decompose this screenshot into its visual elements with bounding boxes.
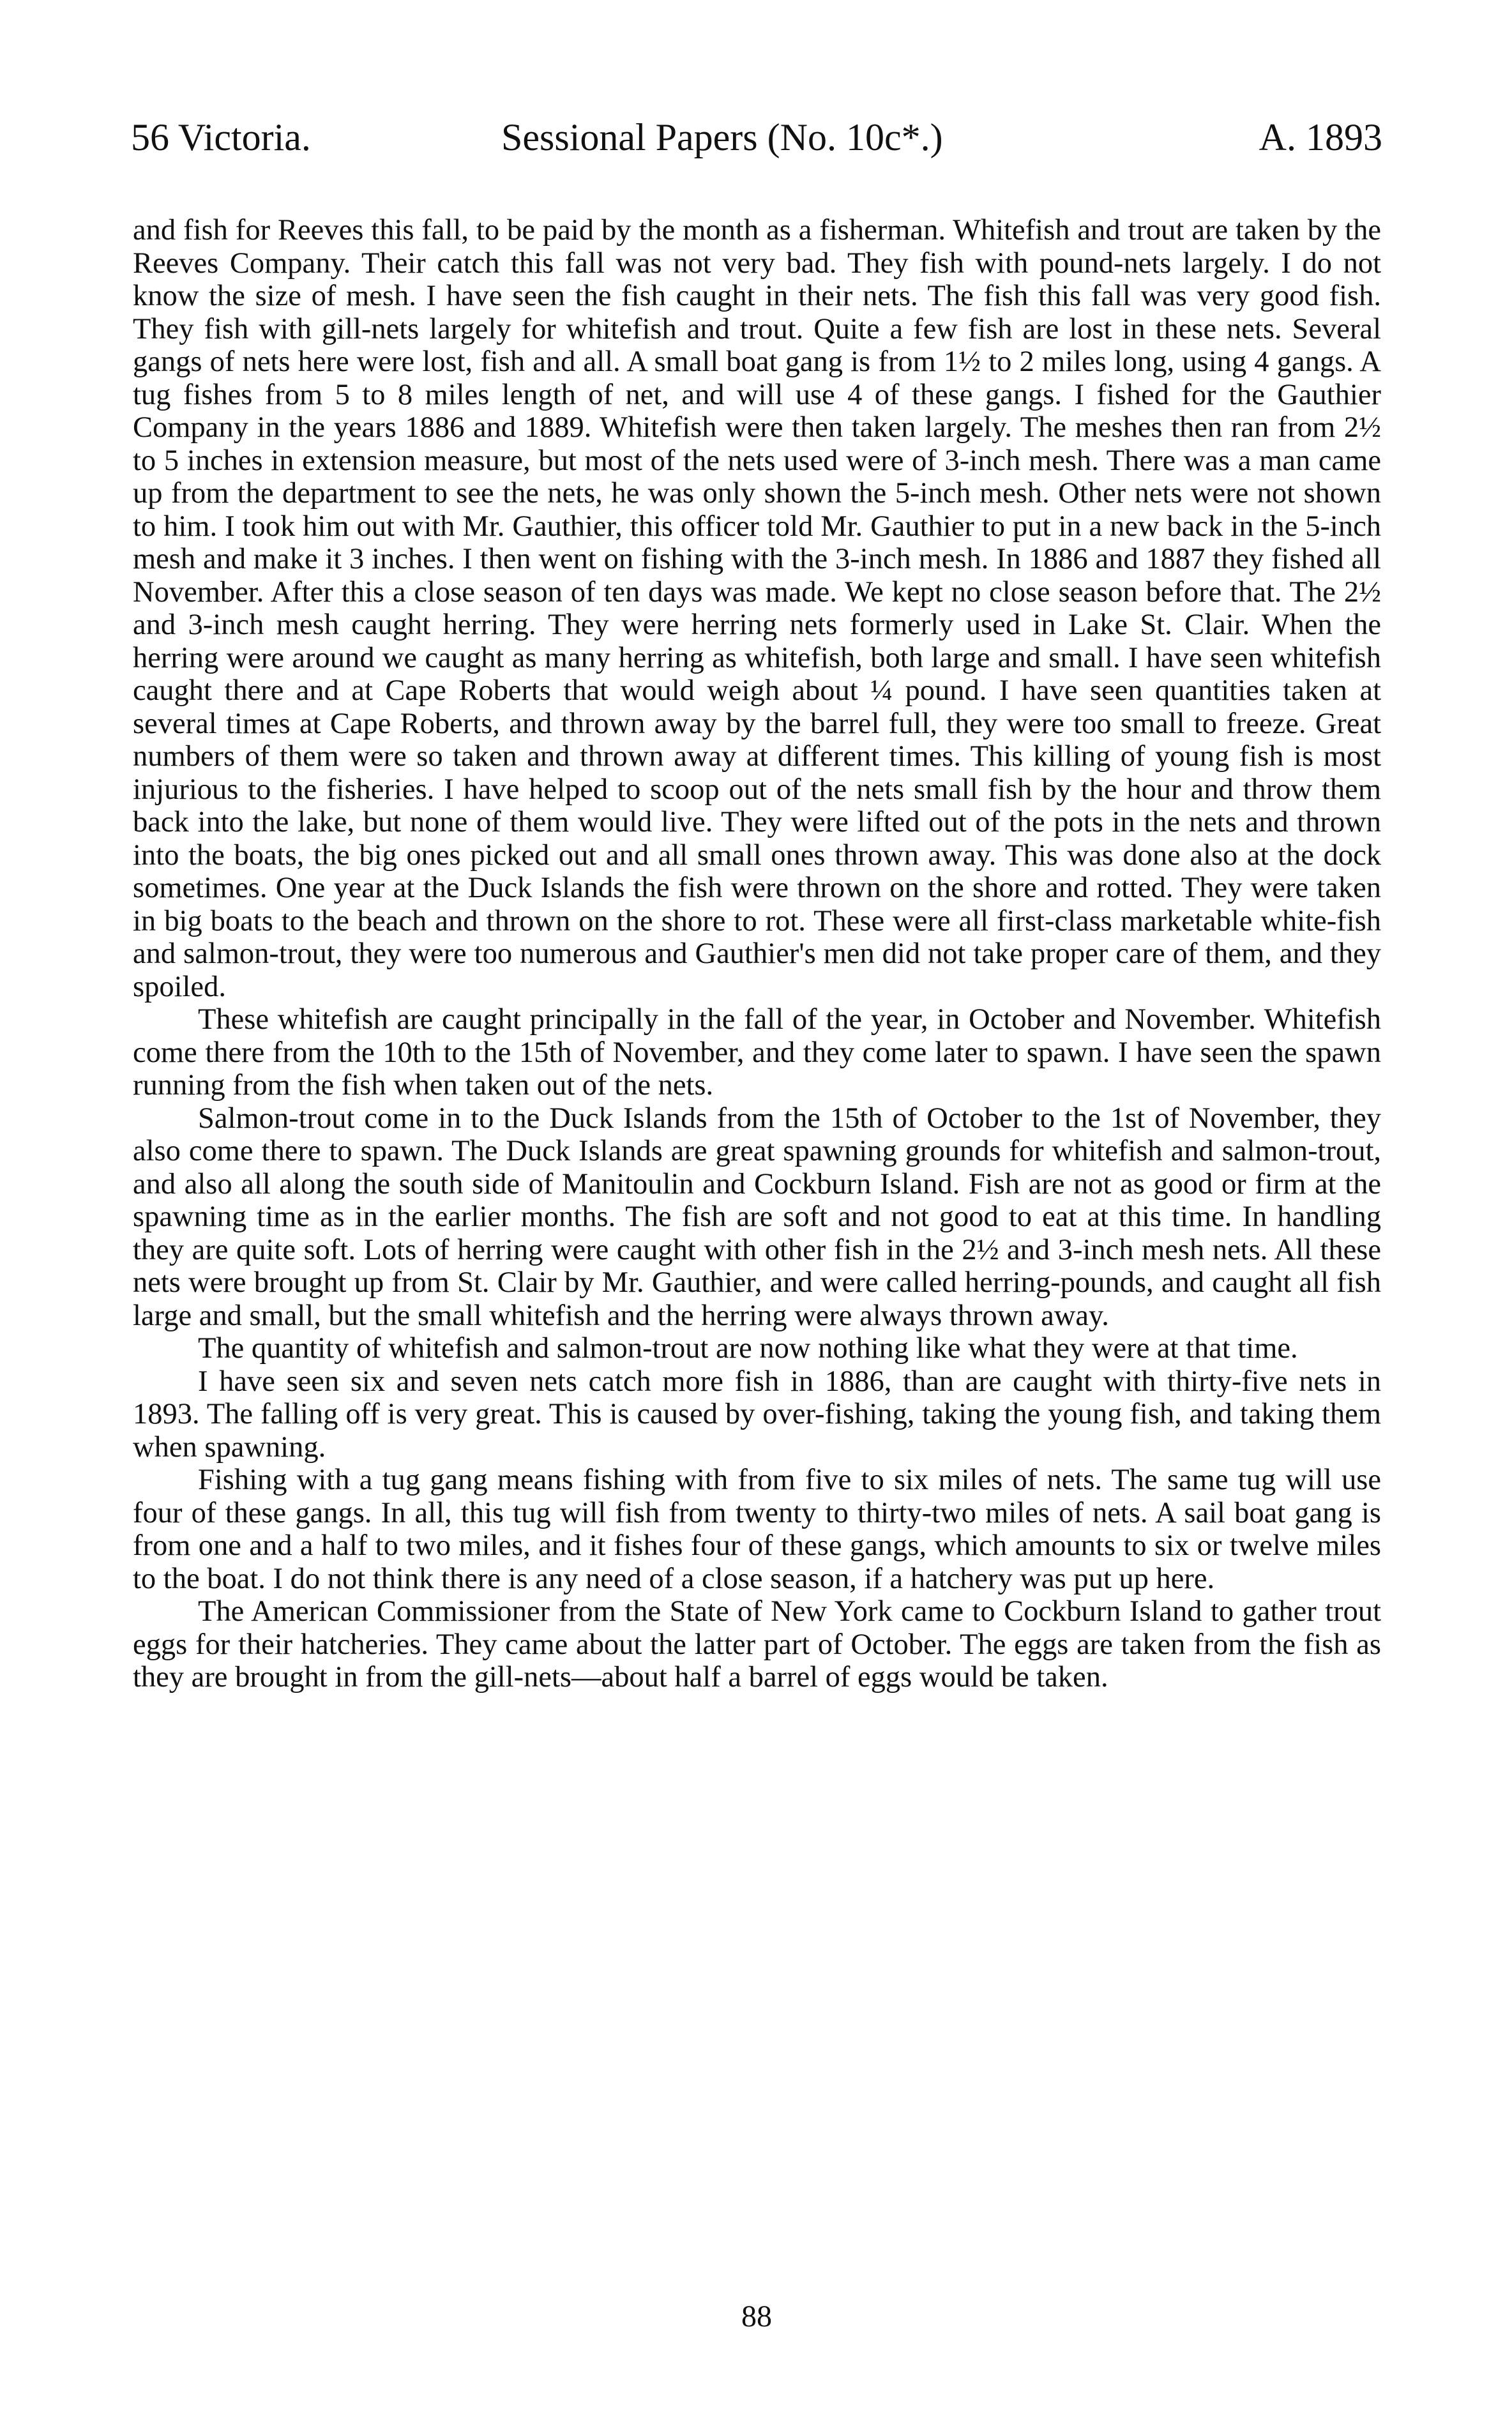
paragraph-4: The quantity of whitefish and salmon-trout are now nothing like what they were at that time.: [198, 1332, 1298, 1365]
header-volume: 56 Victoria.: [131, 116, 311, 158]
page-number: 88: [741, 2300, 772, 2333]
header-year: A. 1893: [1259, 116, 1382, 158]
running-header: [131, 112, 1382, 163]
paragraph-5: I have seen six and seven nets catch more fish in 1886, than are caught with thirty-five nets in 1893. The falling off is very great. This is caused by over-fishing, taking the young fish, and taking them when spawning.: [133, 1365, 1381, 1464]
body-text: [133, 214, 1381, 1694]
paragraph-1: and fish for Reeves this fall, to be paid by the month as a fisherman. Whitefish and trout are taken by the Reeves Company. Their catch this fall was not very bad. They fish with pound-nets largely. I do not know the size of mesh. I have seen the fish caught in their nets. The fish this fall was very good fish. They fish with gill-nets largely for whitefish and trout. Quite a few fish are lost in these nets. Several gangs of nets here were lost, fish and all. A small boat gang is from 1½ to 2 miles long, using 4 gangs. A tug fishes from 5 to 8 miles length of net, and will use 4 of these gangs. I fished for the Gauthier Company in the years 1886 and 1889. Whitefish were then taken largely. The meshes then ran from 2½ to 5 inches in extension measure, but most of the nets used were of 3-inch mesh. There was a man came up from the department to see the nets, he was only shown the 5-inch mesh. Other nets were not shown to him. I took him out with Mr. Gauthier, this officer told Mr. Gauthier to put in a new back in the 5-inch mesh and make it 3 inches. I then went on fishing with the 3-inch mesh. In 1886 and 1887 they fished all November. After this a close season of ten days was made. We kept no close season before that. The 2½ and 3-inch mesh caught herring. They were herring nets formerly used in Lake St. Clair. When the herring were around we caught as many herring as whitefish, both large and small. I have seen whitefish caught there and at Cape Roberts that would weigh about ¼ pound. I have seen quantities taken at several times at Cape Roberts, and thrown away by the barrel full, they were too small to freeze. Great numbers of them were so taken and thrown away at different times. This killing of young fish is most injurious to the fisheries. I have helped to scoop out of the nets small fish by the hour and throw them back into the lake, but none of them would live. They were lifted out of the pots in the nets and thrown into the boats, the big ones picked out and all small ones thrown away. This was done also at the dock sometimes. One year at the Duck Islands the fish were thrown on the shore and rotted. They were taken in big boats to the beach and thrown on the shore to rot. These were all first-class marketable white-fish and salmon-trout, they were too numerous and Gauthier's men did not take proper care of them, and they spoiled.: [133, 214, 1381, 1003]
paragraph-6: Fishing with a tug gang means fishing with from five to six miles of nets. The same tug will use four of these gangs. In all, this tug will fish from twenty to thirty-two miles of nets. A sail boat gang is from one and a half to two miles, and it fishes four of these gangs, which amounts to six or twelve miles to the boat. I do not think there is any need of a close season, if a hatchery was put up here.: [133, 1464, 1381, 1595]
paragraph-7: The American Commissioner from the State of New York came to Cockburn Island to gather trout eggs for their hatcheries. They came about the latter part of October. The eggs are taken from the fish as they are brought in from the gill-nets—about half a barrel of eggs would be taken.: [133, 1595, 1381, 1694]
paragraph-3: Salmon-trout come in to the Duck Islands from the 15th of October to the 1st of November, they also come there to spawn. The Duck Islands are great spawning grounds for whitefish and salmon-trout, and also all along the south side of Manitoulin and Cockburn Island. Fish are not as good or firm at the spawning time as in the earlier months. The fish are soft and not good to eat at this time. In handling they are quite soft. Lots of herring were caught with other fish in the 2½ and 3-inch mesh nets. All these nets were brought up from St. Clair by Mr. Gauthier, and were called herring-pounds, and caught all fish large and small, but the small whitefish and the herring were always thrown away.: [133, 1102, 1381, 1332]
header-sessional-papers: Sessional Papers (No. 10c*.): [501, 116, 943, 158]
paragraph-2: These whitefish are caught principally in the fall of the year, in October and November. Whitefish come there from the 10th to the 15th of November, and they come later to spawn. I have seen the spawn running from the fish when taken out of the nets.: [133, 1003, 1381, 1102]
